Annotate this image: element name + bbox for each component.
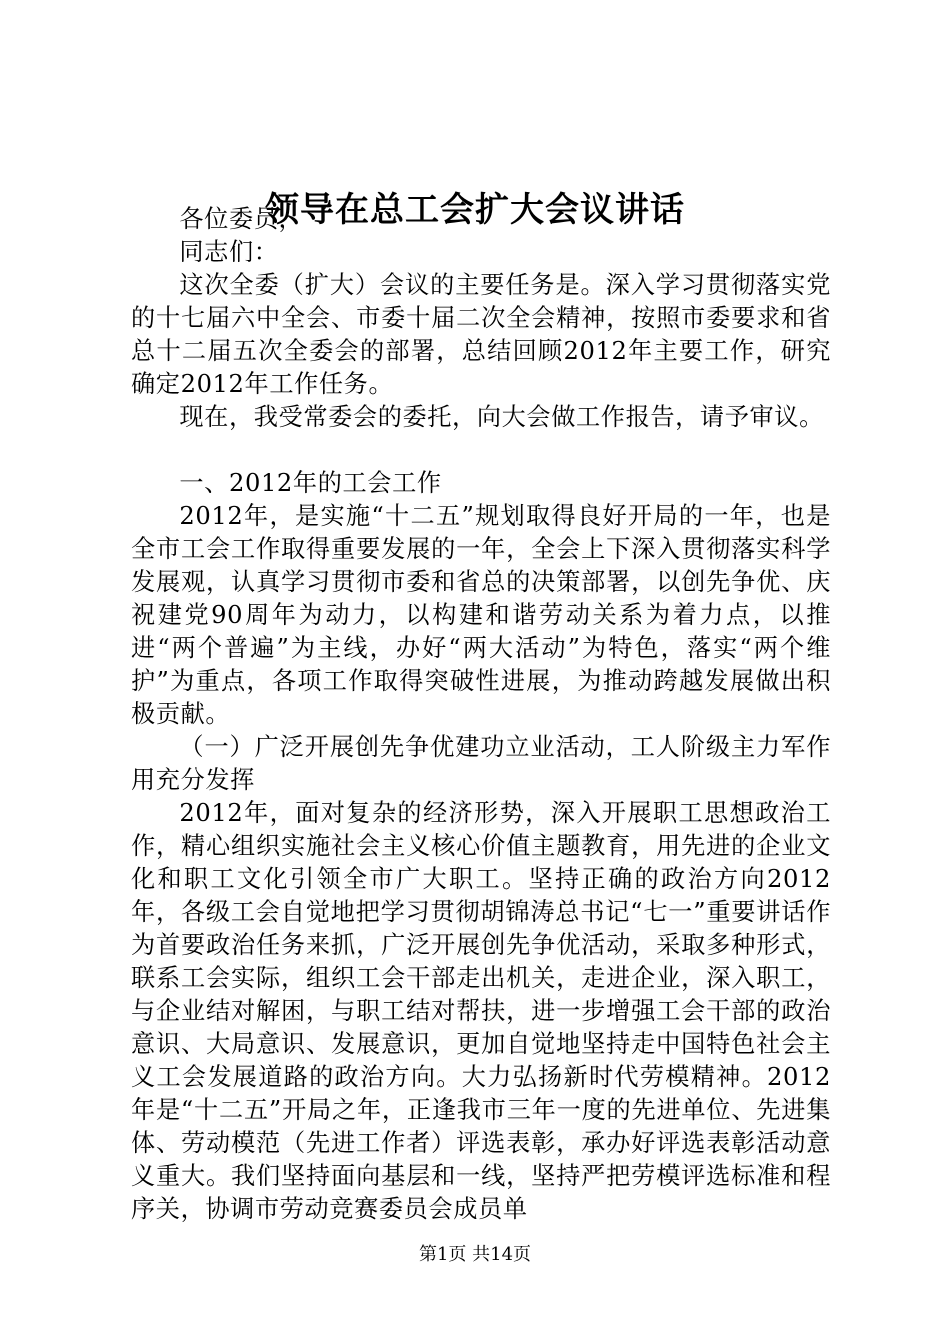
subsection-heading-1: （一）广泛开展创先争优建功立业活动，工人阶级主力军作用充分发挥 — [131, 733, 831, 794]
paragraph-report-intro: 现在，我受常委会的委托，向大会做工作报告，请予审议。 — [179, 403, 824, 431]
paragraph-2012-details: 2012年，面对复杂的经济形势，深入开展职工思想政治工作，精心组织实施社会主义核心价值主题教育，用先进的企业文化和职工文化引领全市广大职工。坚持正确的政治方向2012年，各级工会自觉地把学习贯彻胡锦涛总书记“七一”重要讲话作为首要政治任务来抓，广泛开展创先争优活动，采取多种形式，联系工会实际，组织工会干部走出机关，走进企业，深入职工，与企业结对解困，与职工结对帮扶，进一步增强工会干部的政治意识、大局意识、发展意识，更加自觉地坚持走中国特色社会主义工会发展道路的政治方向。大力弘扬新时代劳模精神。2012年是“十二五”开局之年，正逢我市三年一度的先进单位、先进集体、劳动模范（先进工作者）评选表彰，承办好评选表彰活动意义重大。我们坚持面向基层和一线，坚持严把劳模评选标准和程序关，协调市劳动竞赛委员会成员单 — [131, 799, 831, 1223]
paragraph-2012-overview: 2012年，是实施“十二五”规划取得良好开局的一年，也是全市工会工作取得重要发展的一年，全会上下深入贯彻落实科学发展观，认真学习贯彻市委和省总的决策部署，以创先争优、庆祝建党90周年为动力，以构建和谐劳动关系为着力点，以推进“两个普遍”为主线，办好“两大活动”为特色，落实“两个维护”为重点，各项工作取得突破性进展，为推动跨越发展做出积极贡献。 — [131, 502, 831, 728]
page-footer: 第1页 共14页 — [418, 1244, 532, 1265]
salutation-committee: 各位委员， — [179, 205, 304, 233]
document-title: 领导在总工会扩大会议讲话 — [265, 190, 685, 230]
salutation-comrades: 同志们： — [179, 238, 279, 266]
paragraph-meeting-tasks: 这次全委（扩大）会议的主要任务是。深入学习贯彻落实党的十七届六中全会、市委十届二次全会精神，按照市委要求和省总十二届五次全委会的部署，总结回顾2012年主要工作，研究确定2012年工作任务。 — [131, 271, 831, 398]
section-heading-1: 一、2012年的工会工作 — [179, 469, 442, 497]
document-body — [131, 203, 831, 1226]
blank-line — [131, 434, 831, 467]
